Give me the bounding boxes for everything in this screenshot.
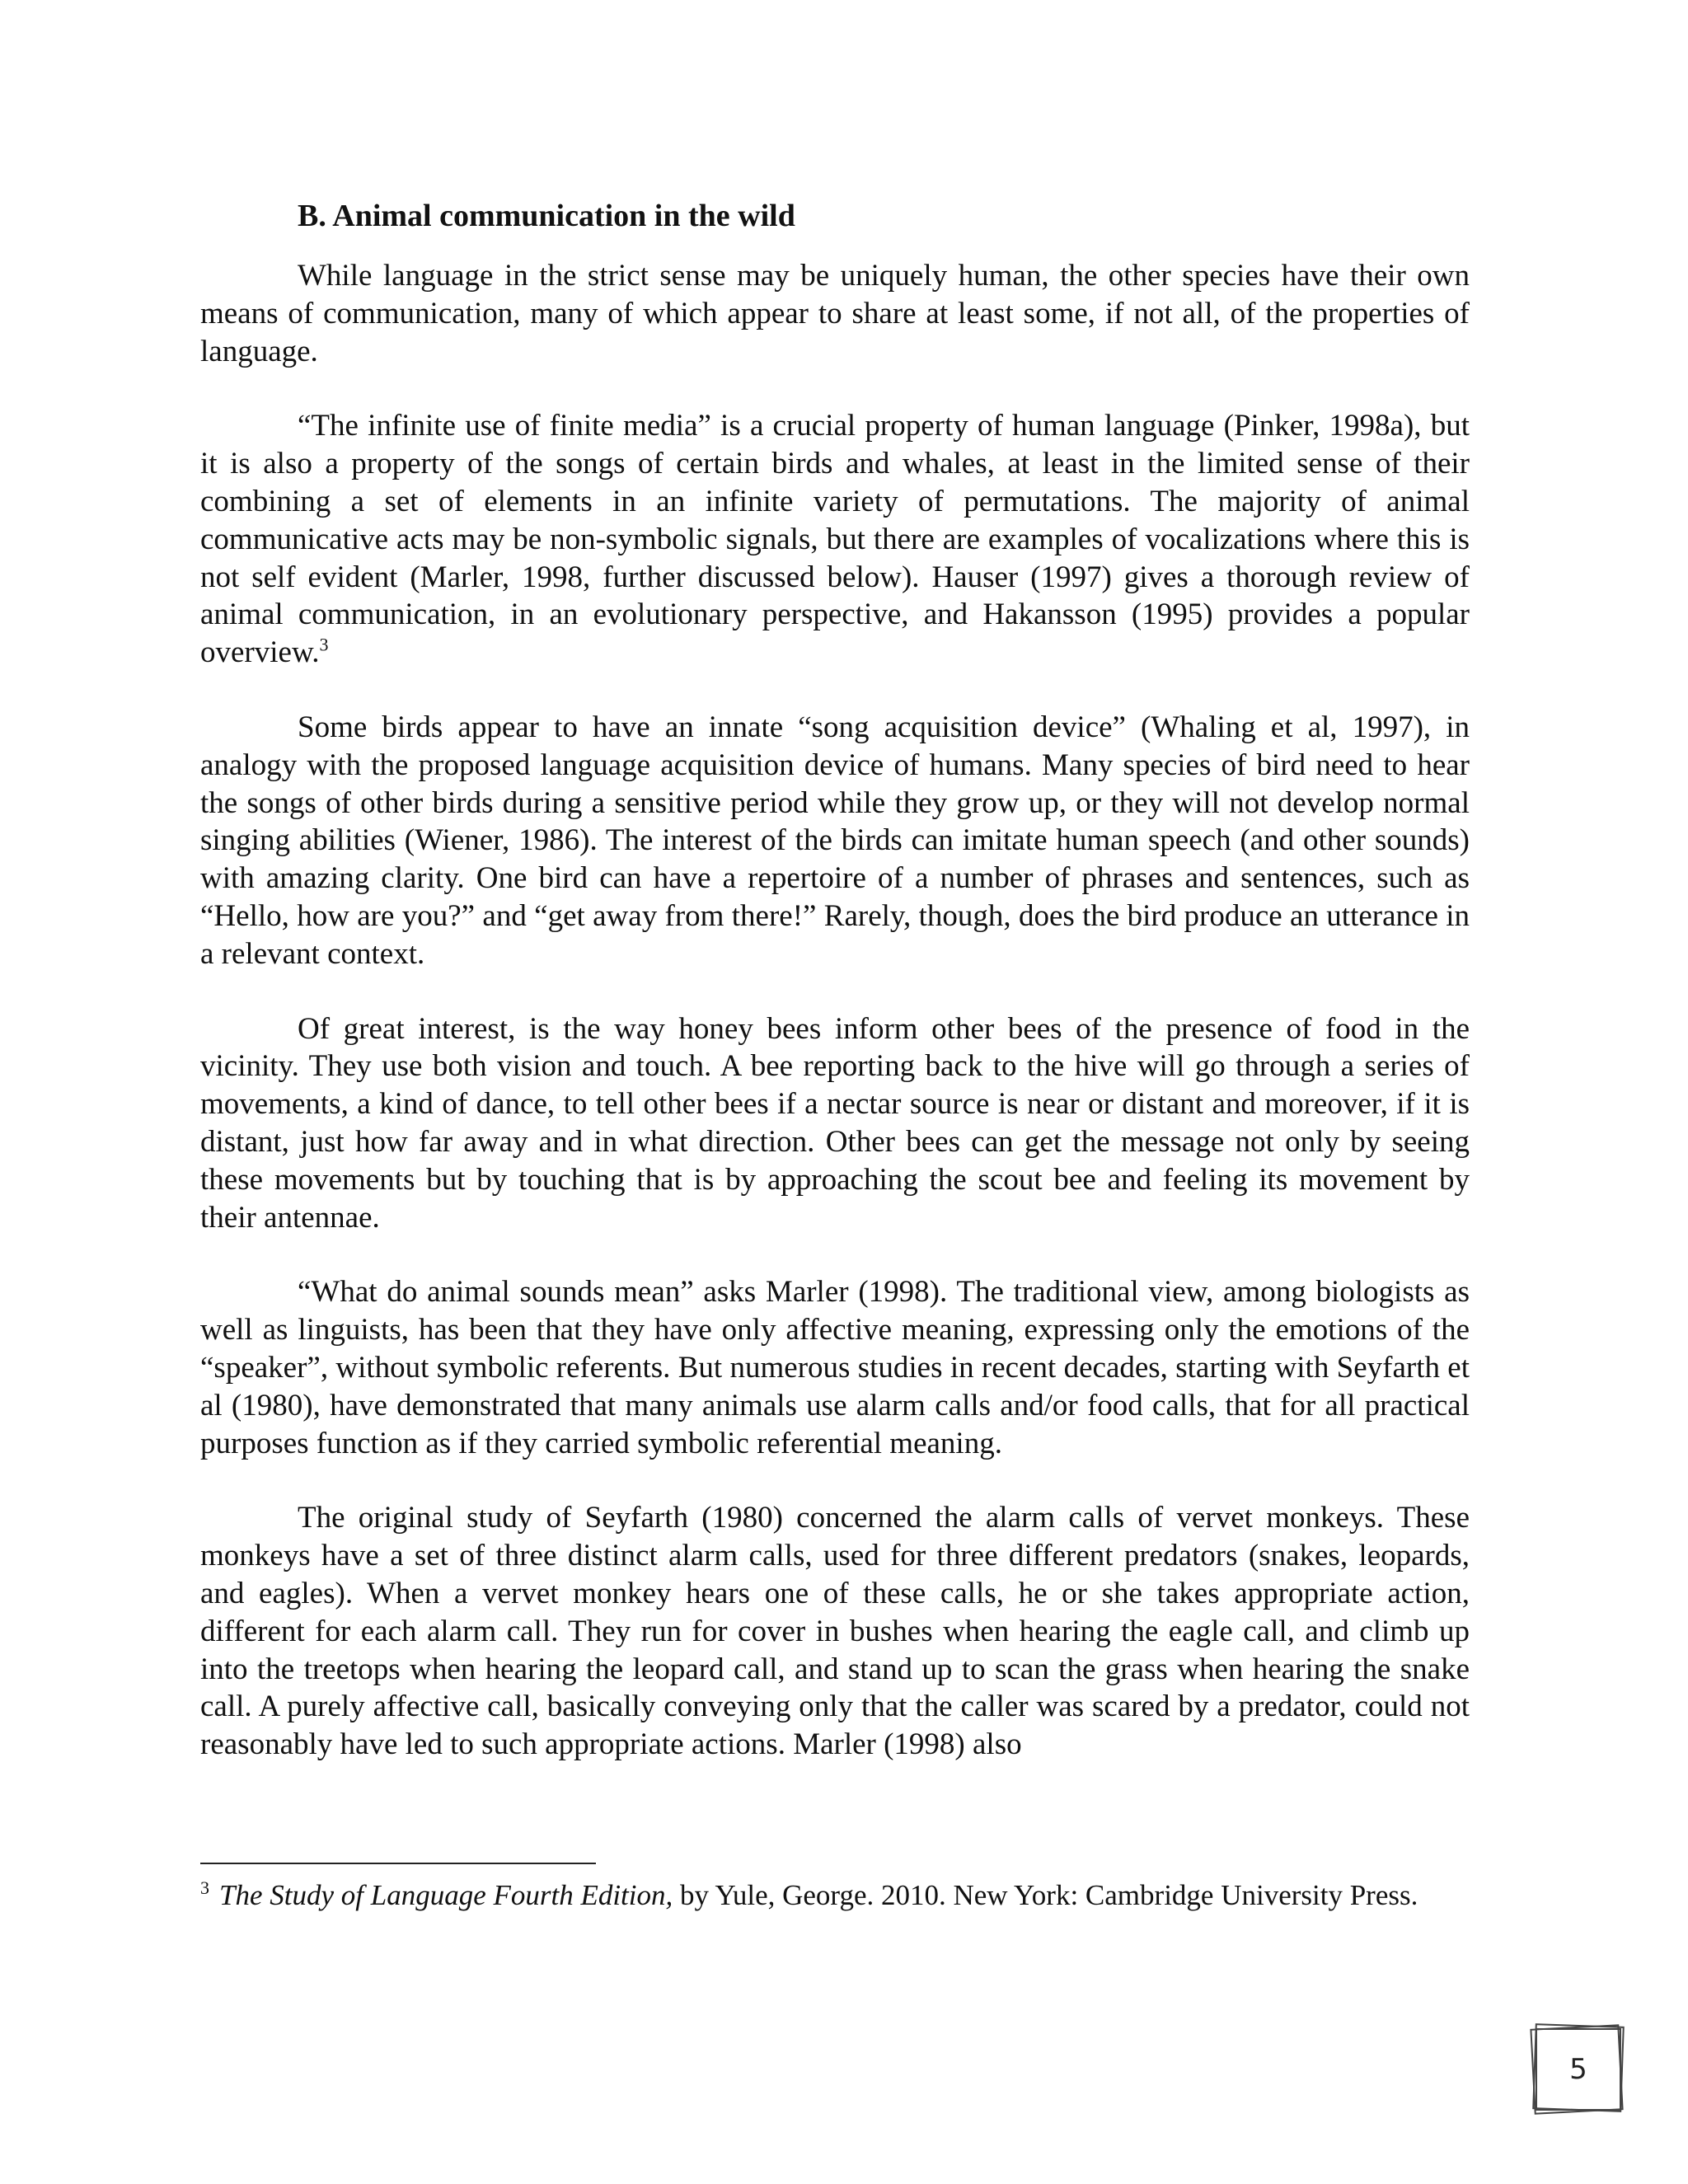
section-heading: B. Animal communication in the wild: [298, 199, 795, 233]
page-number: 5: [1569, 2052, 1587, 2086]
paragraph-3: [200, 709, 1470, 973]
paragraph-4: [200, 1010, 1470, 1237]
paragraph-5-text: “What do animal sounds mean” asks Marler (1998). The traditional view, among biologists as well as linguists, has been that they have only affective meaning, expressing only the emotions of the “speaker”, without symbolic referents. But numerous studies in recent decades, starting with Seyfarth et al (1980), have demonstrated that many animals use alarm calls and/or food calls, that for all practical purposes function as if they carried symbolic referential meaning.: [200, 1275, 1470, 1460]
paragraph-6: [200, 1499, 1470, 1764]
paragraph-6-text: The original study of Seyfarth (1980) concerned the alarm calls of vervet monkeys. These monkeys have a set of three distinct alarm calls, used for three different predators (snakes, leopards, and eagles). When a vervet monkey hears one of these calls, he or she takes appropriate action, different for each alarm call. They run for cover in bushes when hearing the eagle call, and climb up into the treetops when hearing the leopard call, and stand up to scan the grass when hearing the snake call. A purely affective call, basically conveying only that the caller was scared by a predator, could not reasonably have led to such appropriate actions. Marler (1998) also: [200, 1501, 1470, 1762]
footnote-book-title: The Study of Language Fourth Edition,: [219, 1879, 673, 1911]
footnote: [200, 1877, 1486, 1914]
paragraph-2-text: “The infinite use of finite media” is a crucial property of human language (Pinker, 1998a), but it is also a property of the songs of certain birds and whales, at least in the limited sense of their combining a set of elements in an infinite variety of permutations. The majority of animal communicative acts may be non-symbolic signals, but there are examples of vocalizations where this is not self evident (Marler, 1998, further discussed below). Hauser (1997) gives a thorough review of animal communication, in an evolutionary perspective, and Hakansson (1995) provides a popular overview.: [200, 409, 1470, 670]
footnote-citation: by Yule, George. 2010. New York: Cambridge University Press.: [673, 1879, 1418, 1911]
footnote-reference: 3: [319, 634, 329, 655]
page-body: [200, 198, 1470, 1801]
paragraph-1-text: While language in the strict sense may be uniquely human, the other species have their own means of communication, many of which appear to share at least some, if not all, of the properties of language.: [200, 259, 1470, 368]
paragraph-5: [200, 1273, 1470, 1462]
paragraph-1: [200, 257, 1470, 370]
footnote-mark: 3: [200, 1877, 209, 1899]
paragraph-2: [200, 407, 1470, 672]
paragraph-4-text: Of great interest, is the way honey bees inform other bees of the presence of food in the vicinity. They use both vision and touch. A bee reporting back to the hive will go through a series of movements, a kind of dance, to tell other bees if a nectar source is near or distant and moreover, if it is distant, just how far away and in what direction. Other bees can get the message not only by seeing these movements but by touching that is by approaching the scout bee and feeling its movement by their antennae.: [200, 1011, 1470, 1235]
page-number-frame: [1525, 2018, 1632, 2121]
footnote-divider: [200, 1863, 596, 1864]
paragraph-3-text: Some birds appear to have an innate “song acquisition device” (Whaling et al, 1997), in analogy with the proposed language acquisition device of humans. Many species of bird need to hear the songs of other birds during a sensitive period while they grow up, or they will not develop normal singing abilities (Wiener, 1986). The interest of the birds can imitate human speech (and other sounds) with amazing clarity. One bird can have a repertoire of a number of phrases and sentences, such as “Hello, how are you?” and “get away from there!” Rarely, though, does the bird produce an utterance in a relevant context.: [200, 710, 1470, 971]
